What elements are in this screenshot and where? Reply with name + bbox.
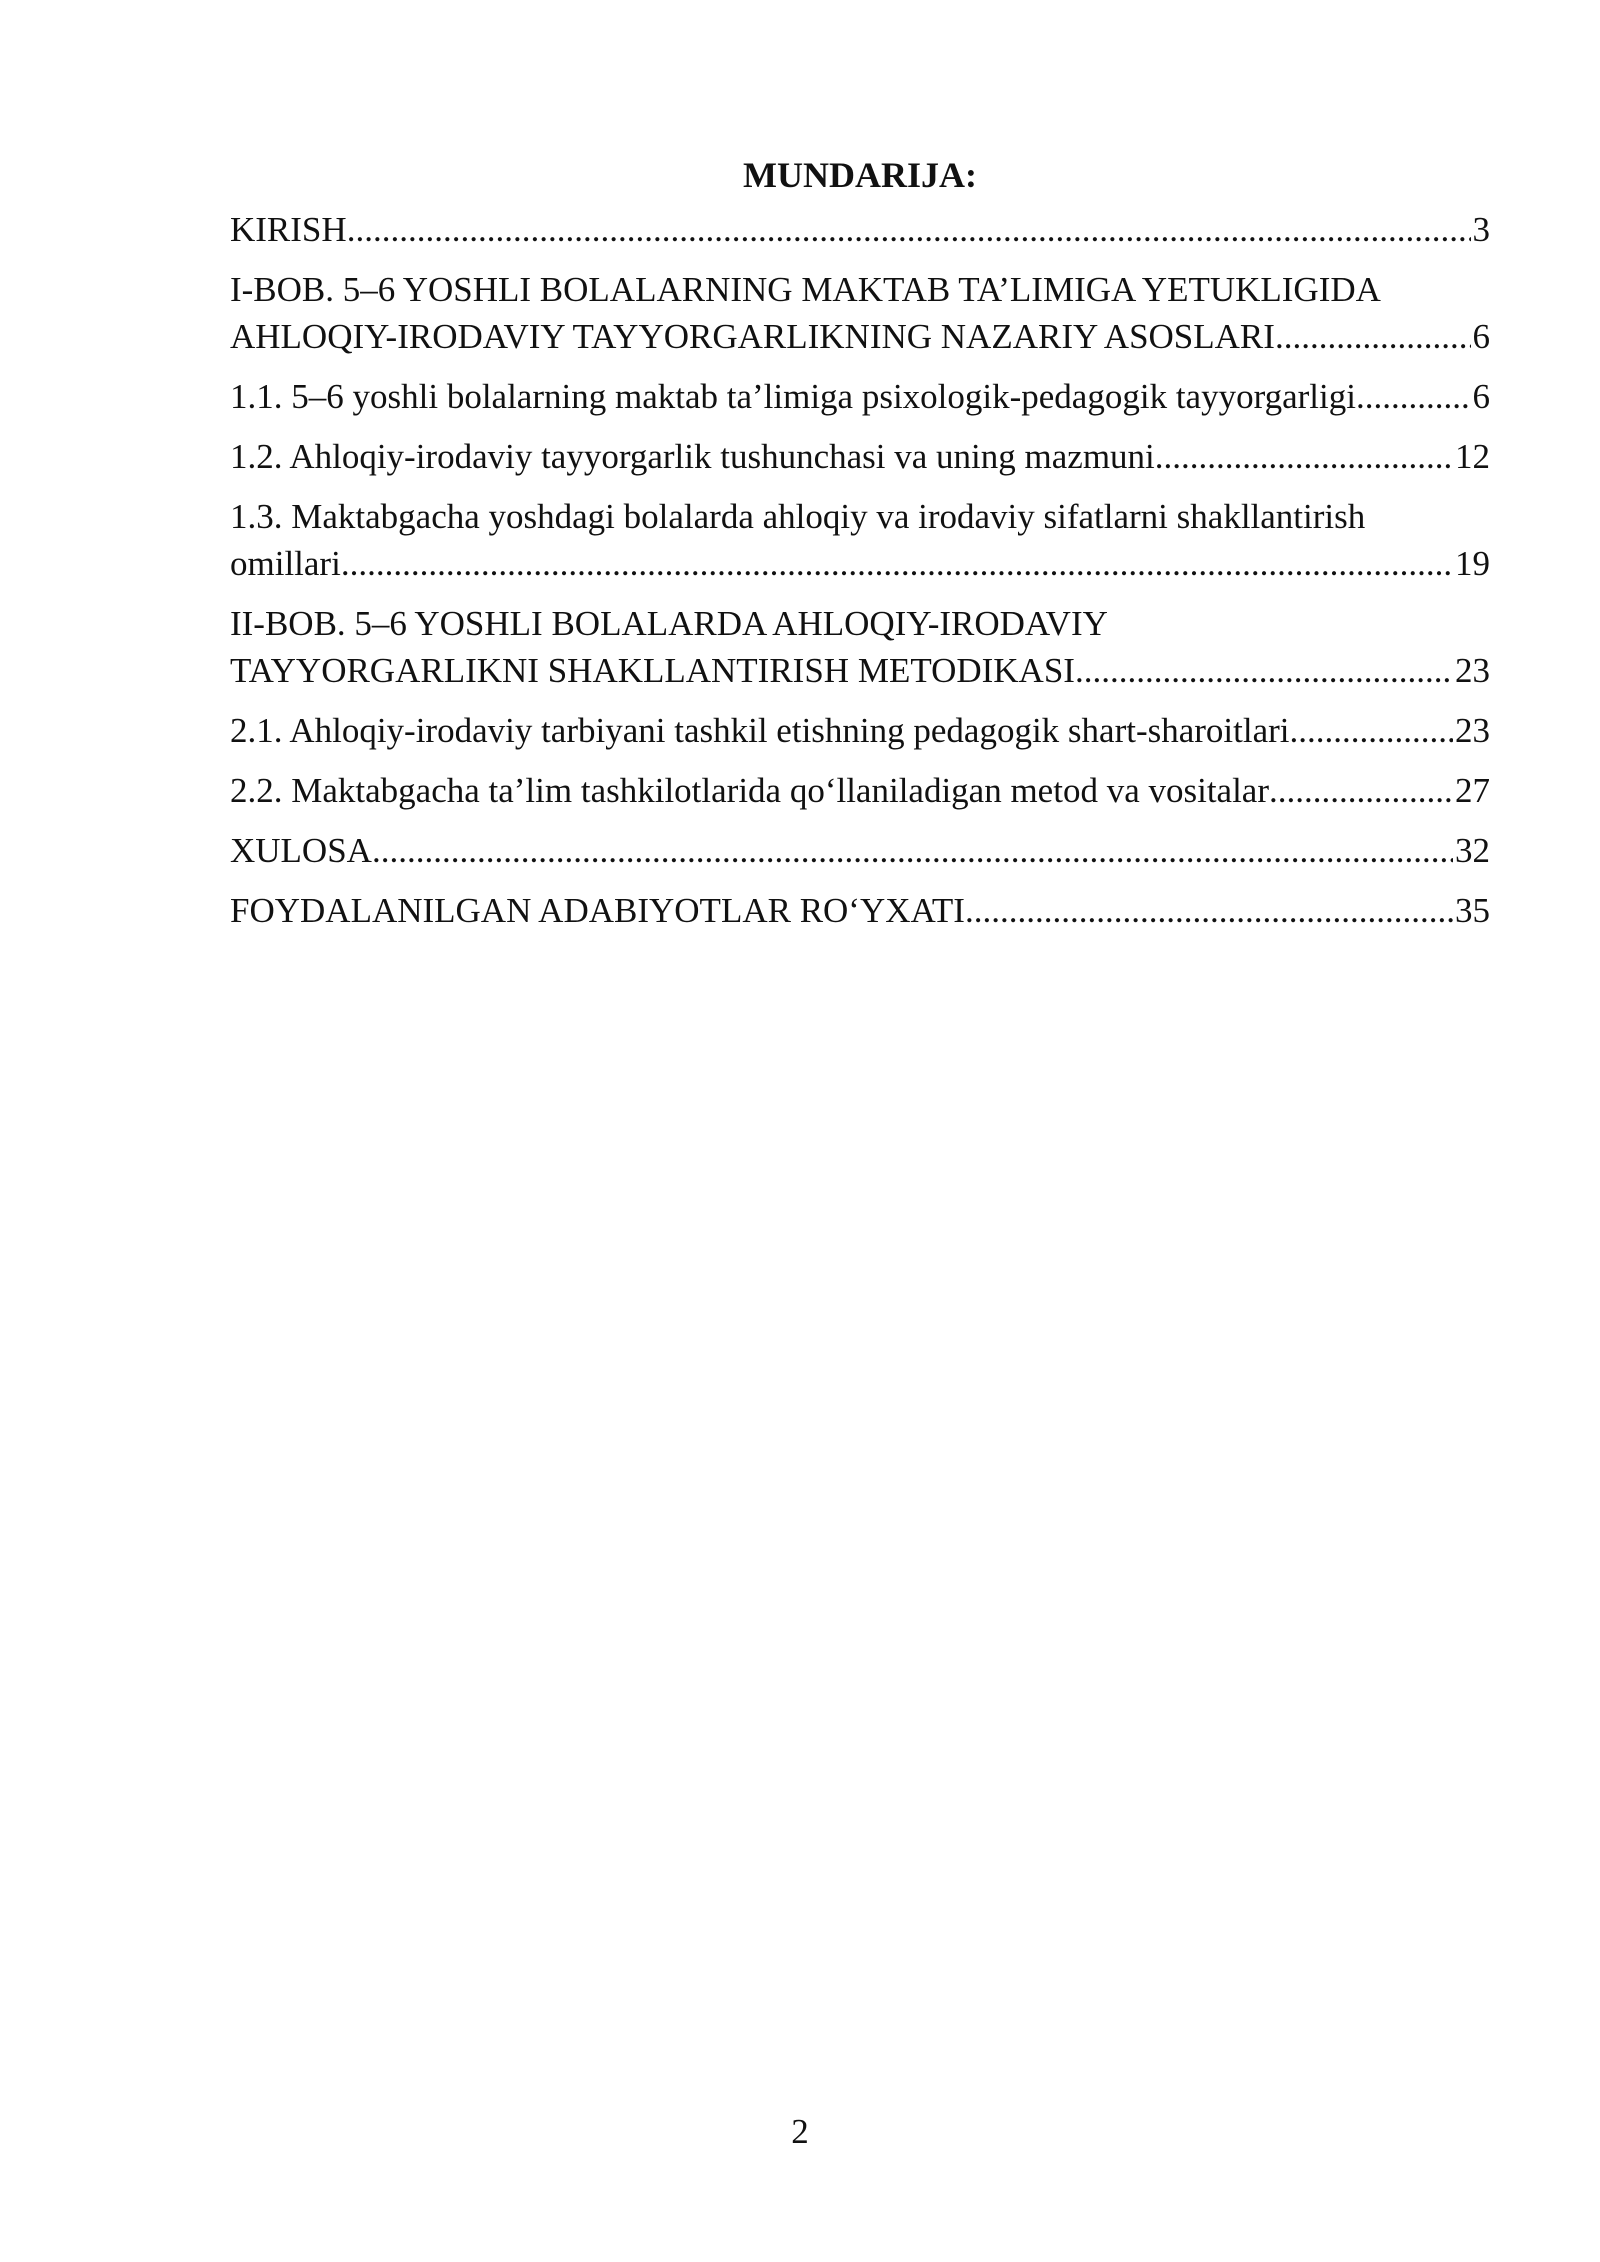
toc-title: MUNDARIJA: <box>743 155 977 195</box>
toc-entry-line <box>230 647 1490 694</box>
toc-entry-title: TAYYORGARLIKNI SHAKLLANTIRISH METODIKASI <box>230 651 1075 690</box>
toc-entry-line <box>230 313 1490 360</box>
toc-entry-heading-line: I-BOB. 5–6 YOSHLI BOLALARNING MAKTAB TA’LIMIGA YETUKLIGIDA <box>230 270 1381 309</box>
toc-entry-title: 1.2. Ahloqiy-irodaviy tayyorgarlik tushunchasi va uning mazmuni <box>230 437 1155 476</box>
toc-entry[interactable] <box>230 600 1490 694</box>
toc-entry-title: FOYDALANILGAN ADABIYOTLAR RO‘YXATI <box>230 891 965 930</box>
toc-dot-leader <box>1365 373 1471 420</box>
toc-entry-title: 1.1. 5–6 yoshli bolalarning maktab ta’limiga psixologik-pedagogik tayyorgarligi. <box>230 377 1365 416</box>
toc-entry-line <box>230 373 1490 420</box>
toc-entry[interactable] <box>230 827 1490 874</box>
toc-dot-leader <box>372 827 1453 874</box>
toc-entry-title: AHLOQIY-IRODAVIY TAYYORGARLIKNING NAZARIY ASOSLARI <box>230 317 1275 356</box>
toc-entry-line <box>230 206 1490 253</box>
toc-entry[interactable] <box>230 767 1490 814</box>
toc-entry-page-number: 3 <box>1472 210 1490 249</box>
toc-entry-title: KIRISH <box>230 210 347 249</box>
toc-entries <box>230 206 1490 934</box>
toc-dot-leader <box>1269 767 1453 814</box>
toc-entry-line <box>230 433 1490 480</box>
toc-entry-page-number: 32 <box>1455 831 1490 870</box>
toc-entry-line <box>230 827 1490 874</box>
toc-entry-heading-line: II-BOB. 5–6 YOSHLI BOLALARDA AHLOQIY-IRODAVIY <box>230 604 1108 643</box>
toc-dot-leader <box>1155 433 1453 480</box>
toc-entry-page-number: 27 <box>1455 771 1490 810</box>
page-number: 2 <box>791 2112 809 2151</box>
toc-entry-page-number: 6 <box>1472 377 1490 416</box>
toc-dot-leader <box>341 540 1453 587</box>
toc-entry-page-number: 35 <box>1455 891 1490 930</box>
toc-entry-page-number: 12 <box>1455 437 1490 476</box>
toc-entry-title: XULOSA <box>230 831 372 870</box>
toc-entry-line <box>230 707 1490 754</box>
toc-entry[interactable] <box>230 373 1490 420</box>
toc-dot-leader <box>1075 647 1453 694</box>
toc-entry-page-number: 6 <box>1472 317 1490 356</box>
toc-entry[interactable] <box>230 433 1490 480</box>
toc-entry[interactable] <box>230 707 1490 754</box>
table-of-contents <box>230 150 1490 947</box>
toc-entry-page-number: 19 <box>1455 544 1490 583</box>
toc-entry-heading-line: 1.3. Maktabgacha yoshdagi bolalarda ahloqiy va irodaviy sifatlarni shakllantirish <box>230 497 1366 536</box>
toc-entry-title: omillari <box>230 544 341 583</box>
toc-dot-leader <box>347 206 1471 253</box>
toc-entry-page-number: 23 <box>1455 711 1490 750</box>
toc-dot-leader <box>1275 313 1471 360</box>
toc-dot-leader <box>965 887 1453 934</box>
toc-entry[interactable] <box>230 887 1490 934</box>
toc-entry-line <box>230 767 1490 814</box>
toc-entry-line <box>230 540 1490 587</box>
toc-entry-line <box>230 887 1490 934</box>
toc-entry-page-number: 23 <box>1455 651 1490 690</box>
toc-entry-title: 2.1. Ahloqiy-irodaviy tarbiyani tashkil etishning pedagogik shart-sharoitlari <box>230 711 1290 750</box>
toc-entry[interactable] <box>230 266 1490 360</box>
toc-entry[interactable] <box>230 493 1490 587</box>
toc-entry-title: 2.2. Maktabgacha ta’lim tashkilotlarida qo‘llaniladigan metod va vositalar <box>230 771 1269 810</box>
toc-dot-leader <box>1290 707 1453 754</box>
toc-entry[interactable] <box>230 206 1490 253</box>
